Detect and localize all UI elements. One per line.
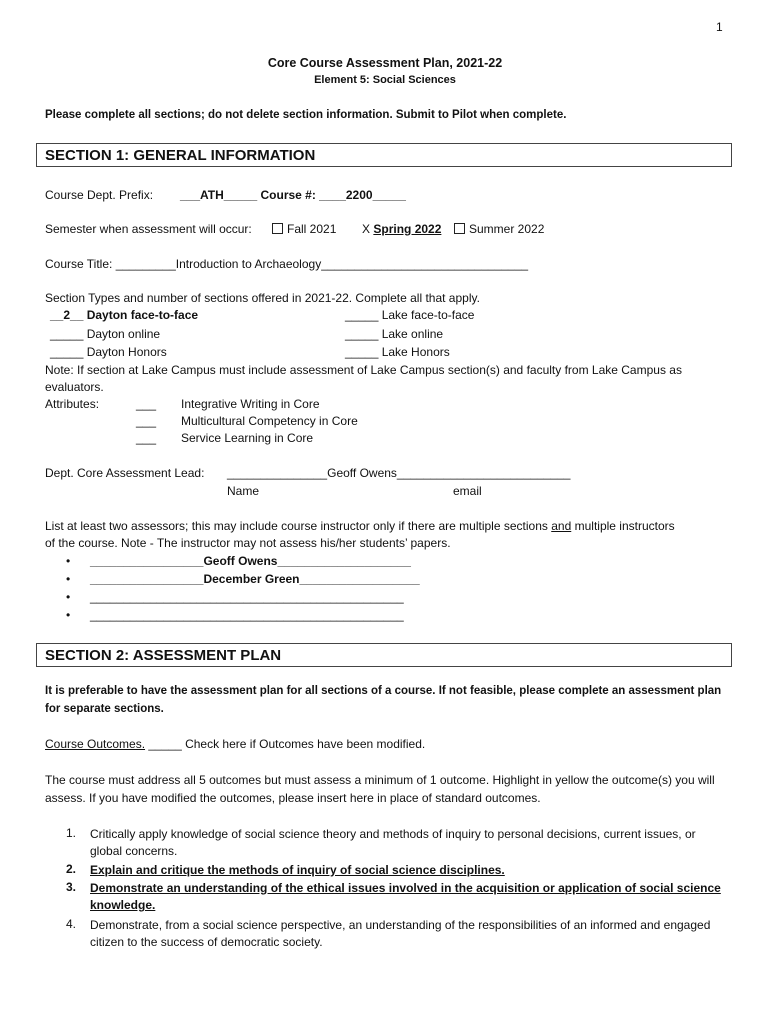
- attributes-label: Attributes:: [45, 397, 100, 411]
- lake-honors: _____ Lake Honors: [345, 345, 450, 359]
- checkbox-icon: [272, 223, 283, 234]
- outcomes-check: Course Outcomes. _____ Check here if Outcomes have been modified.: [45, 737, 426, 751]
- attr1-blank: ___: [136, 397, 157, 411]
- fall-option[interactable]: Fall 2021: [272, 222, 336, 236]
- name-caption: Name: [227, 484, 260, 498]
- must-address: The course must address all 5 outcomes but must assess a minimum of 1 outcome. Highlight in yellow the outcome(s) you will assess. If you have modified the outcomes, please insert here in place of standard outcomes.: [45, 773, 715, 805]
- assessors-note: of the course. Note - The instructor may not assess his/her students’ papers.: [45, 536, 451, 550]
- lake-f2f: _____ Lake face-to-face: [345, 308, 475, 322]
- prefix-label: Course Dept. Prefix:: [45, 188, 154, 202]
- doc-title: Core Course Assessment Plan, 2021-22: [267, 56, 503, 70]
- outcome-num-2: 2.: [66, 862, 77, 876]
- outcome-num-1: 1.: [66, 826, 77, 840]
- outcome-4: Demonstrate, from a social science perspective, an understanding of the responsibilities of an informed and engaged citizen to the success of democratic society.: [90, 918, 711, 949]
- spring-option[interactable]: X Spring 2022: [362, 222, 442, 236]
- lead-value: _______________Geoff Owens__________________________: [227, 466, 571, 480]
- dayton-f2f: __2__ Dayton face-to-face: [50, 308, 199, 322]
- attr-multicultural: Multicultural Competency in Core: [181, 414, 358, 428]
- bullet-icon: •: [66, 608, 71, 622]
- bullet-icon: •: [66, 590, 71, 604]
- lead-label: Dept. Core Assessment Lead:: [45, 466, 205, 480]
- email-caption: email: [453, 484, 482, 498]
- section2-heading: SECTION 2: ASSESSMENT PLAN: [45, 647, 282, 664]
- assessor-4: _______________________________________________: [90, 608, 404, 622]
- lake-note: Note: If section at Lake Campus must include assessment of Lake Campus section(s) and faculty from Lake Campus as evaluators.: [45, 363, 682, 394]
- outcome-2: Explain and critique the methods of inquiry of social science disciplines.: [90, 863, 505, 877]
- attr-integrative-writing: Integrative Writing in Core: [181, 397, 320, 411]
- assessors-intro: List at least two assessors; this may include course instructor only if there are multiple sections and multiple instructors: [45, 519, 675, 533]
- dayton-honors: _____ Dayton Honors: [50, 345, 167, 359]
- attr2-blank: ___: [136, 414, 157, 428]
- section2-header: [36, 643, 732, 667]
- section-types: Section Types and number of sections offered in 2021-22. Complete all that apply.: [45, 291, 480, 305]
- section1-heading: SECTION 1: GENERAL INFORMATION: [45, 147, 316, 164]
- preferable-note: It is preferable to have the assessment plan for all sections of a course. If not feasible, please complete an assessment plan for separate sections.: [45, 685, 722, 715]
- assessor-1: _________________Geoff Owens____________________: [90, 554, 411, 568]
- outcome-num-4: 4.: [66, 917, 77, 931]
- outcome-3: Demonstrate an understanding of the ethical issues involved in the acquisition or application of social science knowledge.: [90, 881, 721, 912]
- summer-option[interactable]: Summer 2022: [454, 222, 544, 236]
- page-number: 1: [716, 20, 723, 34]
- outcome-num-3: 3.: [66, 880, 77, 894]
- assessor-3: _______________________________________________: [90, 590, 404, 604]
- prefix-value: ___ATH_____ Course #: ____2200_____: [180, 188, 406, 202]
- assessor-2: _________________December Green__________________: [90, 572, 420, 586]
- semester-label: Semester when assessment will occur:: [45, 222, 252, 236]
- bullet-icon: •: [66, 572, 71, 586]
- checkbox-icon: [454, 223, 465, 234]
- course-title: Course Title: _________Introduction to Archaeology_______________________________: [45, 257, 529, 271]
- attr-service-learning: Service Learning in Core: [181, 431, 314, 445]
- attr3-blank: ___: [136, 431, 157, 445]
- doc-subtitle: Element 5: Social Sciences: [314, 74, 456, 86]
- outcome-1: Critically apply knowledge of social science theory and methods of inquiry to personal decisions, current issues, or global concerns.: [90, 827, 696, 858]
- instructions: Please complete all sections; do not delete section information. Submit to Pilot when complete.: [45, 109, 567, 121]
- dayton-online: _____ Dayton online: [50, 327, 161, 341]
- lake-online: _____ Lake online: [345, 327, 444, 341]
- section1-header: [36, 143, 732, 167]
- bullet-icon: •: [66, 554, 71, 568]
